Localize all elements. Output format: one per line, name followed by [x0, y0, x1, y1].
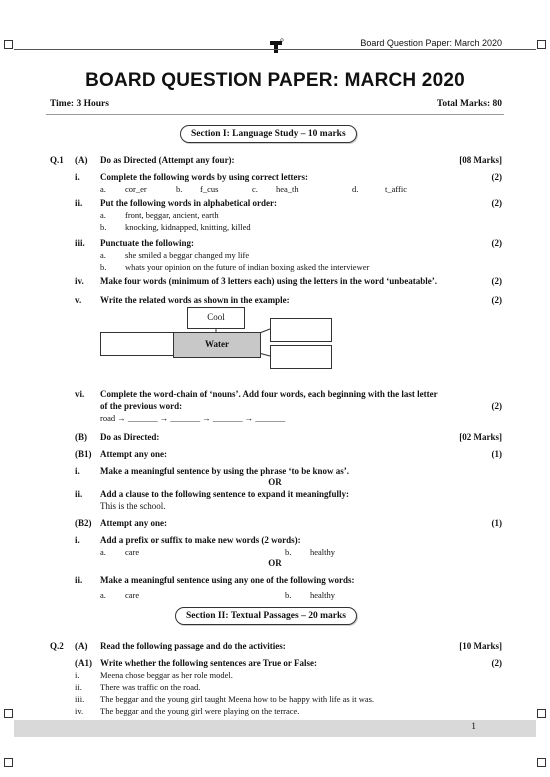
crop-mark [4, 40, 13, 49]
question-text: Write whether the following sentences are True or False: [100, 658, 317, 668]
marks: (2) [491, 295, 502, 305]
time-label: Time: 3 Hours [50, 99, 109, 109]
item-text: Put the following words in alphabetical order: [100, 198, 277, 208]
page-title: BOARD QUESTION PAPER: MARCH 2020 [85, 70, 465, 91]
marks: (2) [491, 276, 502, 286]
item-number: i. [75, 535, 80, 545]
item-text: Complete the word-chain of ‘nouns’. Add four words, each beginning with the last letter [100, 389, 438, 399]
option-label: a. [100, 210, 106, 220]
item-text: Make four words (minimum of 3 letters each) using the letters in the word ‘unbeatable’. [100, 276, 438, 286]
statement-number: i. [75, 670, 80, 680]
question-text: Attempt any one: [100, 449, 167, 459]
marks: (1) [491, 449, 502, 459]
question-part: (B) [75, 432, 87, 442]
option-text: knocking, kidnapped, knitting, killed [125, 222, 251, 232]
page-number-bar [14, 720, 536, 737]
option-text: t_affic [385, 184, 408, 194]
word-box-water: Water [173, 332, 261, 358]
statement-text: There was traffic on the road. [100, 682, 201, 692]
marks: (2) [491, 172, 502, 182]
option-label: b. [285, 547, 292, 557]
running-header: Board Question Paper: March 2020 [360, 38, 502, 48]
blank-word-box [270, 318, 332, 342]
item-sentence: This is the school. [100, 501, 166, 511]
statement-text: The beggar and the young girl were playing on the terrace. [100, 706, 300, 716]
item-text: Make a meaningful sentence using any one of the following words: [100, 575, 355, 585]
crop-mark [537, 709, 546, 718]
option-text: care [125, 590, 140, 600]
question-part: (B2) [75, 518, 92, 528]
blank-word-box [100, 332, 174, 356]
section-heading: Section II: Textual Passages – 20 marks [175, 607, 357, 625]
item-text: Write the related words as shown in the example: [100, 295, 290, 305]
option-text: hea_th [276, 184, 299, 194]
marks: (2) [491, 198, 502, 208]
marks: [10 Marks] [459, 641, 502, 651]
question-text: Do as Directed (Attempt any four): [100, 155, 235, 165]
question-text: Do as Directed: [100, 432, 160, 442]
option-label: d. [352, 184, 359, 194]
question-part: (A) [75, 155, 88, 165]
section-heading: Section I: Language Study – 10 marks [180, 125, 357, 143]
item-number: vi. [75, 389, 85, 399]
item-text: Punctuate the following: [100, 238, 194, 248]
crop-mark [4, 709, 13, 718]
item-number: ii. [75, 198, 83, 208]
statement-number: iv. [75, 706, 84, 716]
item-number: iv. [75, 276, 84, 286]
statement-text: Meena chose beggar as her role model. [100, 670, 233, 680]
question-number: Q.2 [50, 641, 64, 651]
statement-number: iii. [75, 694, 85, 704]
crop-mark [537, 40, 546, 49]
option-text: whats your opinion on the future of indian boxing asked the interviewer [125, 262, 370, 272]
marks: (1) [491, 518, 502, 528]
option-label: c. [252, 184, 258, 194]
publisher-logo-icon [268, 38, 284, 54]
option-label: b. [285, 590, 292, 600]
total-marks-label: Total Marks: 80 [436, 99, 502, 109]
statement-text: The beggar and the young girl taught Meena how to be happy with life as it was. [100, 694, 375, 704]
question-number: Q.1 [50, 155, 64, 165]
option-text: healthy [310, 590, 336, 600]
option-text: f_cus [200, 184, 219, 194]
item-text: Complete the following words by using correct letters: [100, 172, 309, 182]
crop-mark [4, 758, 13, 767]
blank-word-box [270, 345, 332, 369]
item-number: ii. [75, 575, 83, 585]
question-part: (B1) [75, 449, 92, 459]
word-chain: road → _______ → _______ → _______ → _______ [100, 413, 286, 423]
marks: (2) [491, 401, 502, 411]
option-text: she smiled a beggar changed my life [125, 250, 250, 260]
marks: (2) [491, 658, 502, 668]
option-label: a. [100, 590, 106, 600]
question-part: (A1) [75, 658, 92, 668]
marks: [02 Marks] [459, 432, 502, 442]
statement-number: ii. [75, 682, 82, 692]
option-text: care [125, 547, 140, 557]
item-number: ii. [75, 489, 83, 499]
item-number: i. [75, 172, 80, 182]
header-rule [14, 49, 536, 50]
option-label: b. [100, 222, 107, 232]
item-number: i. [75, 466, 80, 476]
item-number: iii. [75, 238, 85, 248]
word-box-cool: Cool [187, 307, 245, 329]
option-label: a. [100, 184, 106, 194]
option-text: cor_er [125, 184, 147, 194]
crop-mark [537, 758, 546, 767]
meta-rule [46, 114, 504, 115]
option-label: a. [100, 547, 106, 557]
option-label: b. [100, 262, 107, 272]
question-part: (A) [75, 641, 88, 651]
option-text: front, beggar, ancient, earth [125, 210, 219, 220]
item-number: v. [75, 295, 82, 305]
option-label: b. [176, 184, 183, 194]
marks: (2) [491, 238, 502, 248]
or-divider: OR [268, 477, 282, 487]
item-text: Add a clause to the following sentence to expand it meaningfully: [100, 489, 350, 499]
option-text: healthy [310, 547, 336, 557]
question-text: Attempt any one: [100, 518, 167, 528]
or-divider: OR [268, 558, 282, 568]
item-text-continued: of the previous word: [100, 401, 183, 411]
item-text: Add a prefix or suffix to make new words (2 words): [100, 535, 301, 545]
option-label: a. [100, 250, 106, 260]
page-number: 1 [471, 722, 476, 732]
marks: [08 Marks] [459, 155, 502, 165]
item-text: Make a meaningful sentence by using the phrase ‘to be know as’. [100, 466, 350, 476]
question-text: Read the following passage and do the activities: [100, 641, 286, 651]
